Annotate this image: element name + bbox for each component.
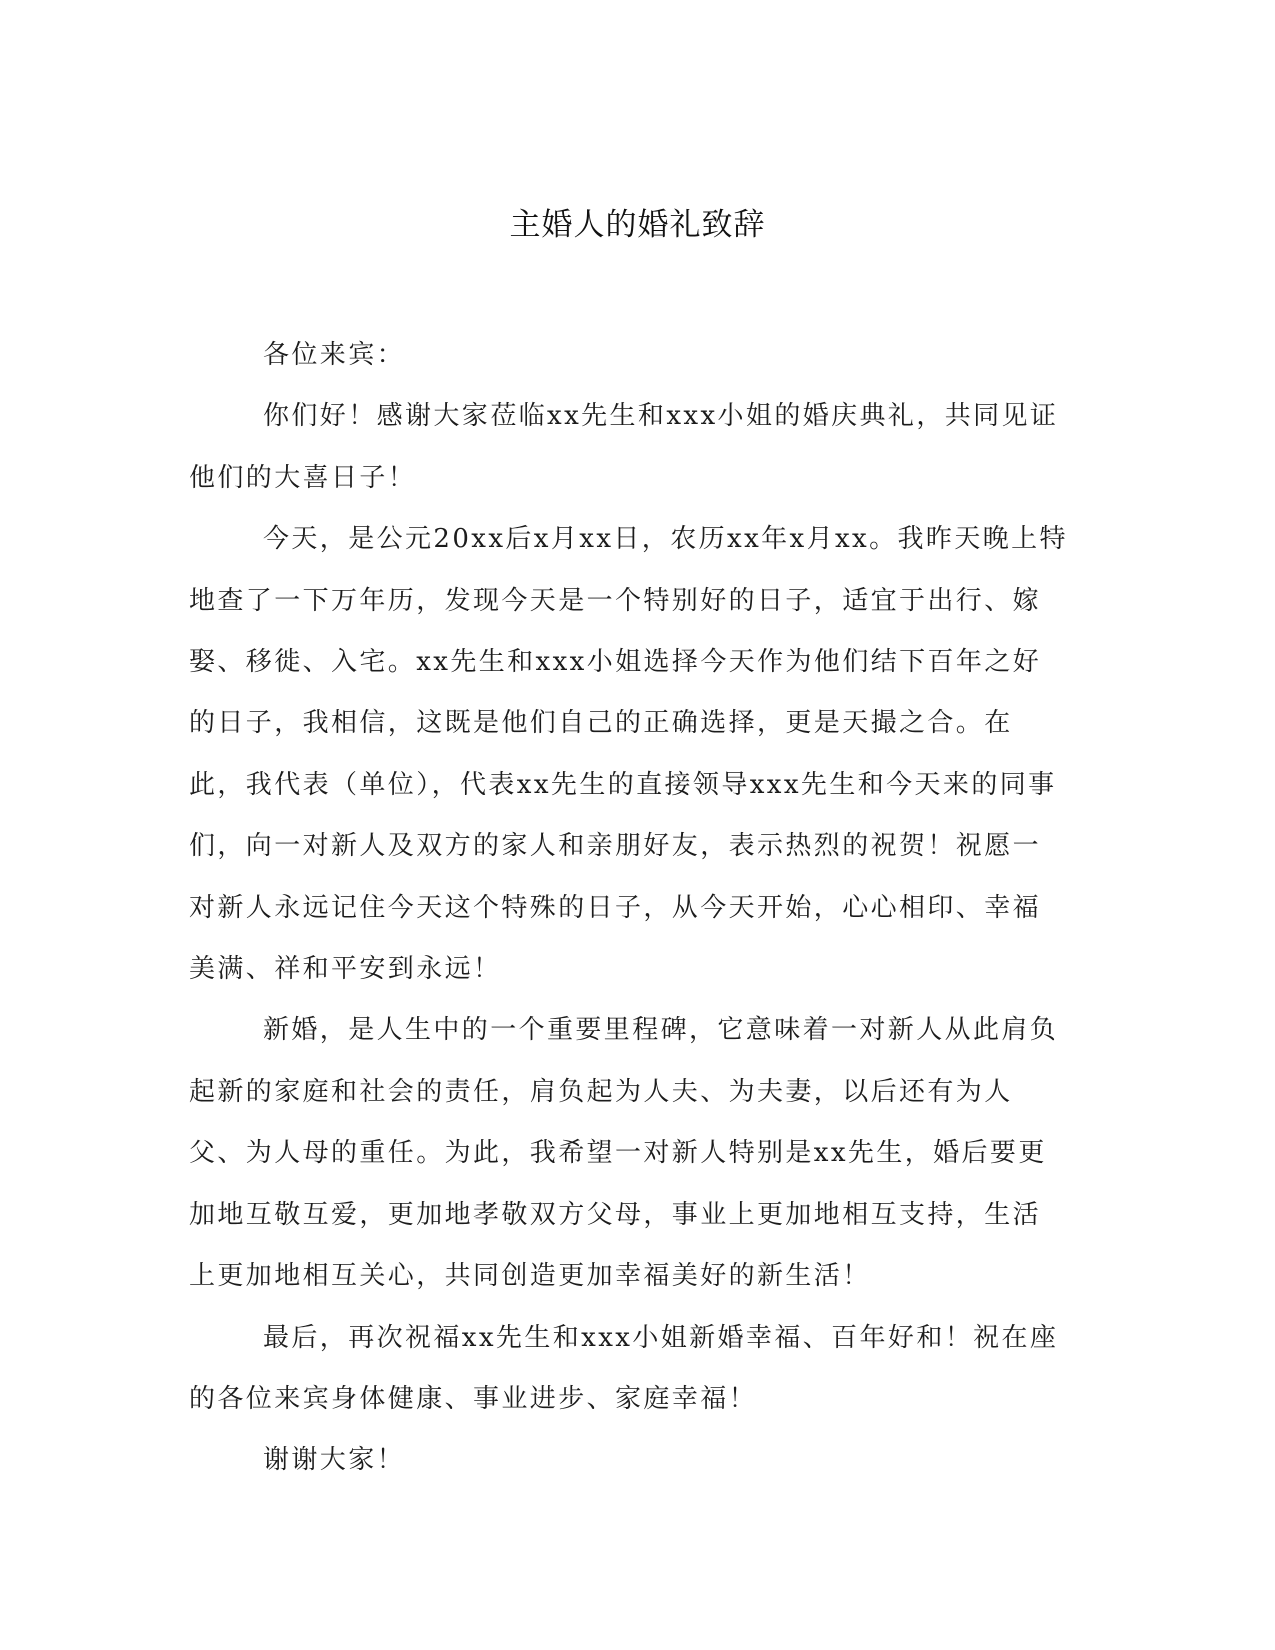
document-body [189,325,1069,1492]
paragraph-today: 今天，是公元20xx后x月xx日，农历xx年x月xx。我昨天晚上特地查了一下万年历，发现今天是一个特别好的日子，适宜于出行、嫁娶、移徙、入宅。xx先生和xxx小姐选择今天作为他们结下百年之好的日子，我相信，这既是他们自己的正确选择，更是天撮之合。在此，我代表（单位），代表xx先生的直接领导xxx先生和今天来的同事们，向一对新人及双方的家人和亲朋好友，表示热烈的祝贺！祝愿一对新人永远记住今天这个特殊的日子，从今天开始，心心相印、幸福美满、祥和平安到永远！ [189,524,1068,985]
paragraph-marriage: 新婚，是人生中的一个重要里程碑，它意味着一对新人从此肩负起新的家庭和社会的责任，肩负起为人夫、为夫妻，以后还有为人父、为人母的重任。为此，我希望一对新人特别是xx先生，婚后要更加地互敬互爱，更加地孝敬双方父母，事业上更加地相互支持，生活上更加地相互关心，共同创造更加幸福美好的新生活！ [189,1015,1059,1292]
salutation: 各位来宾： [263,340,406,370]
paragraph-greeting: 你们好！感谢大家莅临xx先生和xxx小姐的婚庆典礼，共同见证他们的大喜日子！ [189,401,1059,493]
closing-thanks: 谢谢大家！ [263,1445,406,1476]
paragraph-blessing: 最后，再次祝福xx先生和xxx小姐新婚幸福、百年好和！祝在座的各位来宾身体健康、事业进步、家庭幸福！ [189,1322,1059,1414]
document-title: 主婚人的婚礼致辞 [509,207,766,243]
